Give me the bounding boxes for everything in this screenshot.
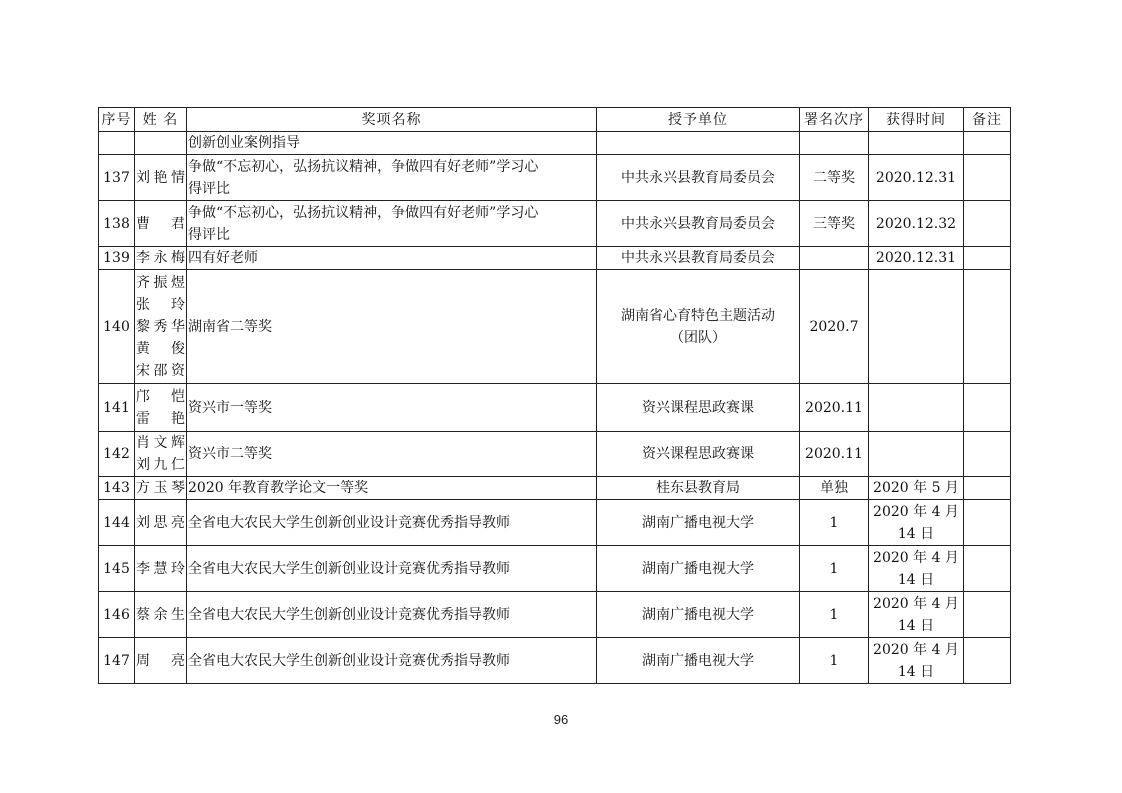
date-line: 14 日	[897, 663, 935, 680]
cell-award: 资兴市一等奖	[187, 384, 597, 432]
cell-award: 资兴市二等奖	[187, 432, 597, 477]
award-line: 争做“不忘初心，弘扬抗议精神，争做四有好老师”学习心	[188, 204, 539, 221]
header-award: 奖项名称	[187, 108, 597, 132]
cell-name: 周 亮	[135, 638, 187, 684]
cell-index: 145	[99, 546, 135, 592]
cell-date	[869, 500, 964, 546]
table-row	[99, 432, 1011, 477]
cell-date	[869, 270, 964, 384]
cell-name: 刘思亮	[135, 500, 187, 546]
cell-index: 146	[99, 592, 135, 638]
header-grantor: 授予单位	[597, 108, 800, 132]
cell-award: 四有好老师	[187, 247, 597, 270]
cell-date: 2020 年 5 月	[869, 477, 964, 500]
cell-index: 139	[99, 247, 135, 270]
member-name: 张 玲	[136, 296, 185, 313]
cell-grantor: 资兴课程思政赛课	[597, 384, 800, 432]
cell-grantor: 中共永兴县教育局委员会	[597, 201, 800, 247]
grantor-line: 湖南省心育特色主题活动	[621, 307, 775, 324]
cell-grantor: 中共永兴县教育局委员会	[597, 155, 800, 201]
cell-index: 147	[99, 638, 135, 684]
cell-award: 全省电大农民大学生创新创业设计竞赛优秀指导教师	[187, 500, 597, 546]
cell-grantor: 湖南广播电视大学	[597, 592, 800, 638]
cell-name	[135, 384, 187, 432]
cell-date	[869, 592, 964, 638]
cell-name	[135, 432, 187, 477]
table-row	[99, 201, 1011, 247]
cell-grantor: 桂东县教育局	[597, 477, 800, 500]
cell-name: 刘艳情	[135, 155, 187, 201]
member-name: 刘九仁	[136, 457, 185, 473]
cell-date	[869, 432, 964, 477]
cell-rank: 1	[800, 546, 869, 592]
cell-remark	[964, 270, 1011, 384]
member-name: 宋邵资	[136, 362, 185, 379]
cell-name	[135, 132, 187, 155]
cell-grantor: 湖南广播电视大学	[597, 638, 800, 684]
cell-index: 138	[99, 201, 135, 247]
cell-name: 蔡余生	[135, 592, 187, 638]
cell-rank: 1	[800, 500, 869, 546]
cell-name	[135, 270, 187, 384]
cell-index	[99, 132, 135, 155]
cell-rank: 1	[800, 638, 869, 684]
table-row	[99, 270, 1011, 384]
cell-rank	[800, 132, 869, 155]
cell-date	[869, 638, 964, 684]
cell-remark	[964, 247, 1011, 270]
cell-date: 2020.12.32	[869, 201, 964, 247]
cell-award: 湖南省二等奖	[187, 270, 597, 384]
cell-name: 李永梅	[135, 247, 187, 270]
cell-index: 144	[99, 500, 135, 546]
cell-name: 李慧玲	[135, 546, 187, 592]
grantor-line: （团队）	[670, 329, 726, 346]
table-row	[99, 638, 1011, 684]
date-line: 14 日	[897, 525, 935, 542]
cell-rank: 2020.11	[800, 384, 869, 432]
date-line: 14 日	[897, 617, 935, 634]
award-line: 争做“不忘初心，弘扬抗议精神，争做四有好老师”学习心	[188, 158, 539, 175]
date-line: 2020 年 4 月	[873, 503, 959, 520]
date-line: 2020 年 4 月	[873, 549, 959, 566]
cell-rank: 三等奖	[800, 201, 869, 247]
cell-date: 2020.12.31	[869, 247, 964, 270]
cell-rank: 2020.7	[800, 270, 869, 384]
cell-date: 2020.12.31	[869, 155, 964, 201]
date-line: 2020 年 4 月	[873, 595, 959, 612]
cell-remark	[964, 592, 1011, 638]
cell-grantor	[597, 132, 800, 155]
cell-rank: 二等奖	[800, 155, 869, 201]
cell-name: 方玉琴	[135, 477, 187, 500]
cell-remark	[964, 432, 1011, 477]
cell-remark	[964, 546, 1011, 592]
cell-date	[869, 546, 964, 592]
table-row	[99, 384, 1011, 432]
cell-rank	[800, 247, 869, 270]
member-name: 黎秀华	[136, 318, 185, 335]
cell-award	[187, 201, 597, 247]
cell-remark	[964, 638, 1011, 684]
cell-award: 2020 年教育教学论文一等奖	[187, 477, 597, 500]
member-name: 肖文辉	[136, 435, 185, 451]
table-row	[99, 546, 1011, 592]
page-number: 96	[553, 712, 569, 727]
cell-rank: 单独	[800, 477, 869, 500]
cell-rank: 2020.11	[800, 432, 869, 477]
header-rank: 署名次序	[800, 108, 869, 132]
date-line: 14 日	[897, 571, 935, 588]
header-date: 获得时间	[869, 108, 964, 132]
cell-remark	[964, 155, 1011, 201]
cell-grantor: 资兴课程思政赛课	[597, 432, 800, 477]
header-index: 序号	[99, 108, 135, 132]
date-line: 2020 年 4 月	[873, 641, 959, 658]
cell-remark	[964, 384, 1011, 432]
awards-table	[98, 107, 1011, 684]
cell-remark	[964, 477, 1011, 500]
header-name: 姓 名	[135, 108, 187, 132]
cell-index: 143	[99, 477, 135, 500]
cell-award: 全省电大农民大学生创新创业设计竞赛优秀指导教师	[187, 546, 597, 592]
cell-award: 全省电大农民大学生创新创业设计竞赛优秀指导教师	[187, 592, 597, 638]
cell-grantor	[597, 270, 800, 384]
cell-award: 全省电大农民大学生创新创业设计竞赛优秀指导教师	[187, 638, 597, 684]
cell-award: 创新创业案例指导	[187, 132, 597, 155]
cell-name: 曹 君	[135, 201, 187, 247]
cell-date	[869, 384, 964, 432]
cell-index: 142	[99, 432, 135, 477]
table-row	[99, 155, 1011, 201]
cell-index: 141	[99, 384, 135, 432]
cell-remark	[964, 132, 1011, 155]
cell-date	[869, 132, 964, 155]
cell-grantor: 中共永兴县教育局委员会	[597, 247, 800, 270]
cell-remark	[964, 201, 1011, 247]
table-row	[99, 247, 1011, 270]
award-line: 得评比	[188, 180, 230, 197]
table-row	[99, 592, 1011, 638]
award-line: 得评比	[188, 226, 230, 243]
table-row	[99, 132, 1011, 155]
cell-index: 137	[99, 155, 135, 201]
member-name: 雷 艳	[136, 410, 185, 427]
header-row	[99, 108, 1011, 132]
member-name: 黄 俊	[136, 340, 185, 357]
cell-remark	[964, 500, 1011, 546]
table-row	[99, 477, 1011, 500]
header-remark: 备注	[964, 108, 1011, 132]
cell-grantor: 湖南广播电视大学	[597, 500, 800, 546]
table-row	[99, 500, 1011, 546]
cell-index: 140	[99, 270, 135, 384]
member-name: 齐振煜	[136, 274, 185, 291]
cell-award	[187, 155, 597, 201]
member-name: 邝 恺	[136, 388, 185, 405]
cell-rank: 1	[800, 592, 869, 638]
cell-grantor: 湖南广播电视大学	[597, 546, 800, 592]
